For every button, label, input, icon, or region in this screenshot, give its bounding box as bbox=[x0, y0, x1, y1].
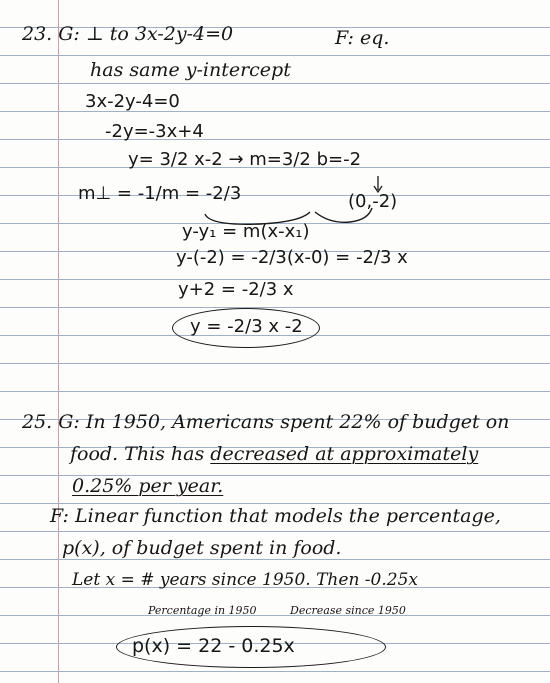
problem-23-header: 23. G: ⊥ to 3x-2y-4=0 bbox=[22, 23, 234, 45]
label-percentage-1950: Percentage in 1950 bbox=[148, 604, 257, 617]
problem-23-line-1: has same y-intercept bbox=[90, 59, 291, 81]
problem-25-line-6: Let x = # years since 1950. Then -0.25x bbox=[72, 570, 418, 590]
problem-25-header: 25. G: In 1950, Americans spent 22% of budget on bbox=[22, 411, 510, 433]
problem-25-answer: p(x) = 22 - 0.25x bbox=[132, 635, 295, 657]
problem-23-point: (0,-2) bbox=[348, 191, 398, 212]
problem-23-find: F: eq. bbox=[335, 27, 390, 49]
problem-25-line-3: 0.25% per year. bbox=[72, 475, 224, 497]
problem-25-line-5: p(x), of budget spent in food. bbox=[62, 537, 342, 559]
problem-23-line-2: 3x-2y-4=0 bbox=[85, 91, 180, 112]
problem-25-line-2 bbox=[70, 442, 478, 466]
problem-23-line-4: y= 3/2 x-2 → m=3/2 b=-2 bbox=[128, 149, 362, 170]
problem-23-line-5: m⊥ = -1/m = -2/3 bbox=[78, 183, 242, 204]
problem-25-line-2-underlined: decreased at approximately bbox=[210, 443, 479, 465]
problem-25-line-2-start: food. This has bbox=[70, 443, 211, 465]
problem-23-line-6: y-y₁ = m(x-x₁) bbox=[182, 221, 310, 242]
label-decrease-since-1950: Decrease since 1950 bbox=[290, 604, 406, 617]
problem-23-answer: y = -2/3 x -2 bbox=[190, 316, 303, 337]
problem-23-line-7: y-(-2) = -2/3(x-0) = -2/3 x bbox=[176, 247, 408, 268]
problem-23-line-3: -2y=-3x+4 bbox=[105, 121, 204, 142]
problem-23-line-8: y+2 = -2/3 x bbox=[178, 279, 294, 300]
problem-25-line-4: F: Linear function that models the percentage, bbox=[50, 505, 501, 527]
